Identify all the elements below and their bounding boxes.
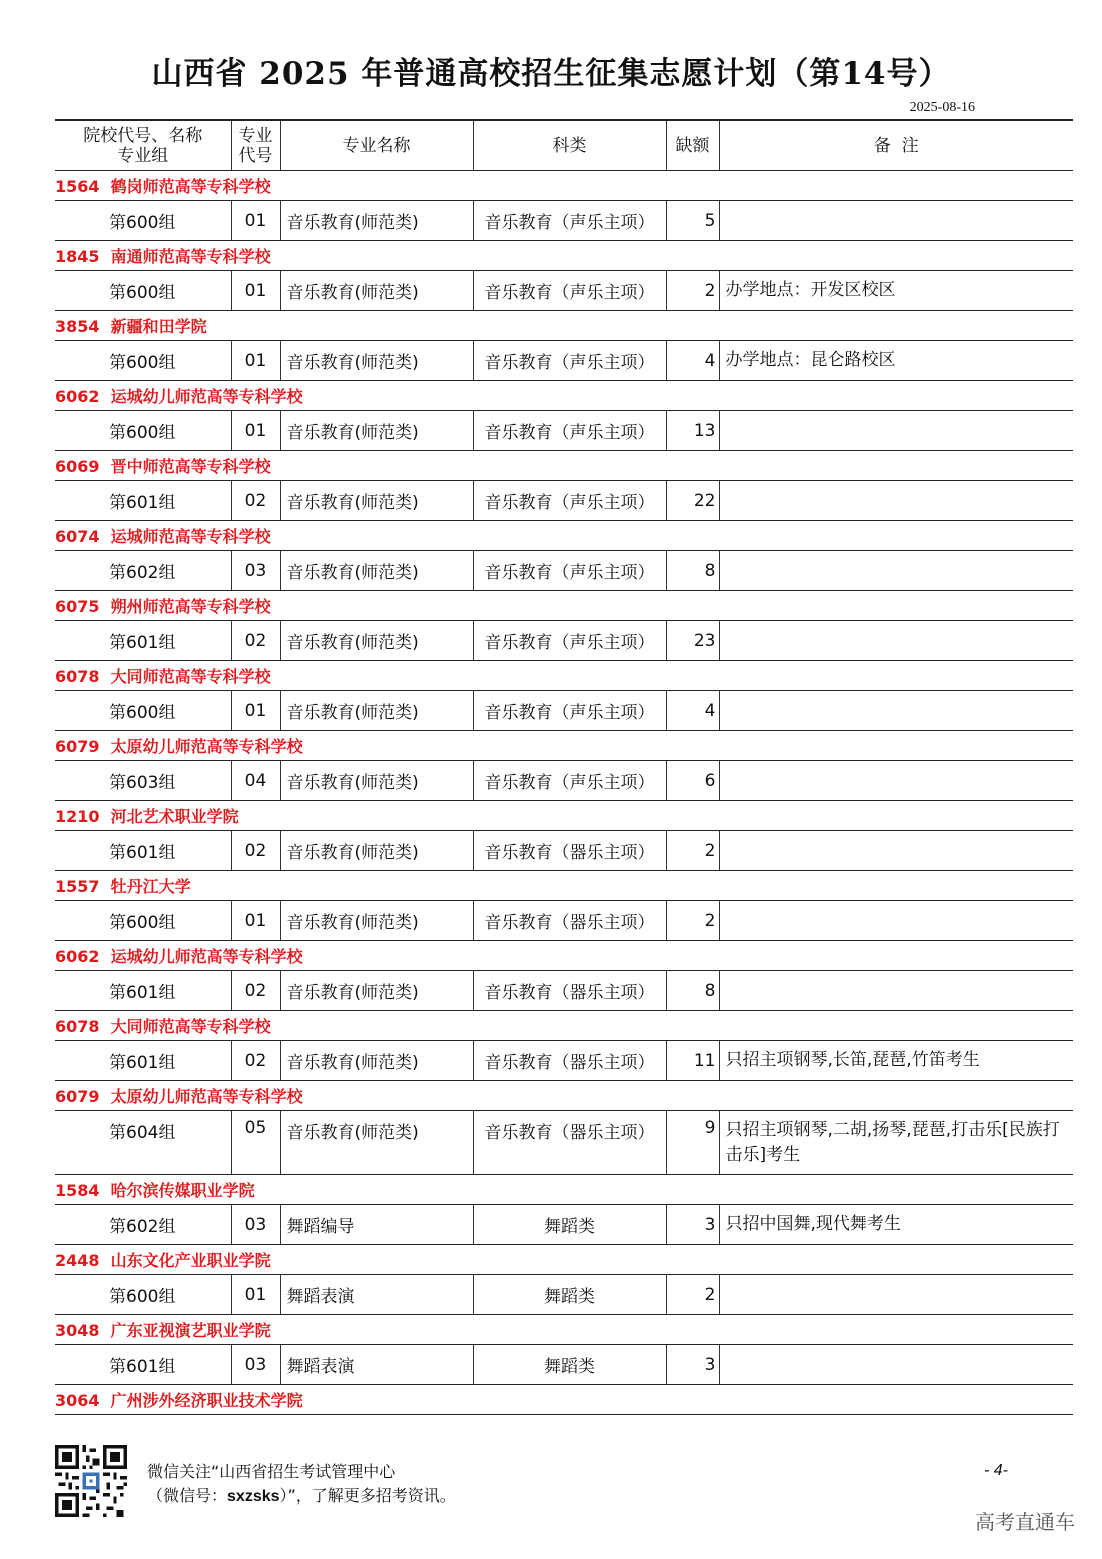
group-row [55,1275,1073,1315]
school-name: 3854 新疆和田学院 [55,311,1073,341]
header-category: 科类 [473,120,666,171]
note [719,691,1073,731]
major-code: 02 [231,621,280,661]
major-code: 03 [231,551,280,591]
school-name: 3064 广州涉外经济职业技术学院 [55,1385,1073,1415]
major-name: 音乐教育(师范类) [280,341,473,381]
quota: 4 [666,691,719,731]
quota: 11 [666,1041,719,1081]
school-name: 3048 广东亚视演艺职业学院 [55,1315,1073,1345]
major-code: 01 [231,201,280,241]
header-major: 专业名称 [280,120,473,171]
major-name: 音乐教育(师范类) [280,831,473,871]
school-row [55,941,1073,971]
school-name: 6079 太原幼儿师范高等专科学校 [55,1081,1073,1111]
school-row [55,1245,1073,1275]
note: 只招中国舞,现代舞考生 [719,1205,1073,1245]
major-code: 02 [231,481,280,521]
category: 音乐教育（声乐主项） [473,271,666,311]
quota: 5 [666,201,719,241]
note [719,831,1073,871]
footer-line-1: 微信关注“山西省招生考试管理中心 [147,1462,396,1481]
major-code: 03 [231,1345,280,1385]
major-code: 01 [231,1275,280,1315]
major-name: 舞蹈表演 [280,1275,473,1315]
note [719,411,1073,451]
qr-code-icon [55,1445,127,1517]
major-code: 03 [231,1205,280,1245]
group-row [55,1041,1073,1081]
major-name: 音乐教育(师范类) [280,691,473,731]
quota: 2 [666,271,719,311]
major-name: 音乐教育(师范类) [280,1111,473,1175]
group-name: 第602组 [55,551,231,591]
group-row [55,481,1073,521]
group-name: 第600组 [55,411,231,451]
major-code: 02 [231,1041,280,1081]
note [719,1345,1073,1385]
group-name: 第600组 [55,1275,231,1315]
group-name: 第604组 [55,1111,231,1175]
table-header [55,120,1073,171]
major-code: 02 [231,831,280,871]
group-row [55,411,1073,451]
school-name: 6062 运城幼儿师范高等专科学校 [55,381,1073,411]
category: 音乐教育（器乐主项） [473,971,666,1011]
major-name: 舞蹈编导 [280,1205,473,1245]
quota: 4 [666,341,719,381]
major-code: 01 [231,341,280,381]
major-name: 舞蹈表演 [280,1345,473,1385]
major-code: 02 [231,971,280,1011]
note: 办学地点：开发区校区 [719,271,1073,311]
note [719,201,1073,241]
school-row [55,241,1073,271]
quota: 23 [666,621,719,661]
header-school: 院校代号、名称 专业组 [55,120,231,171]
category: 音乐教育（声乐主项） [473,341,666,381]
major-name: 音乐教育(师范类) [280,201,473,241]
quota: 9 [666,1111,719,1175]
note [719,901,1073,941]
quota: 8 [666,971,719,1011]
header-quota: 缺额 [666,120,719,171]
page-title: 山西省 2025 年普通高校招生征集志愿计划（第14号） [151,56,951,92]
group-row [55,971,1073,1011]
group-name: 第603组 [55,761,231,801]
group-name: 第600组 [55,901,231,941]
school-name: 1845 南通师范高等专科学校 [55,241,1073,271]
group-name: 第600组 [55,341,231,381]
school-name: 1564 鹤岗师范高等专科学校 [55,171,1073,201]
school-row [55,1175,1073,1205]
school-name: 6079 太原幼儿师范高等专科学校 [55,731,1073,761]
school-name: 1557 牡丹江大学 [55,871,1073,901]
note [719,971,1073,1011]
group-row [55,1205,1073,1245]
school-row [55,171,1073,201]
category: 音乐教育（声乐主项） [473,481,666,521]
school-name: 6078 大同师范高等专科学校 [55,661,1073,691]
school-name: 6062 运城幼儿师范高等专科学校 [55,941,1073,971]
category: 音乐教育（声乐主项） [473,411,666,451]
category: 音乐教育（器乐主项） [473,831,666,871]
category: 音乐教育（器乐主项） [473,1041,666,1081]
group-row [55,691,1073,731]
quota: 6 [666,761,719,801]
quota: 3 [666,1205,719,1245]
group-name: 第601组 [55,621,231,661]
quota: 13 [666,411,719,451]
group-row [55,761,1073,801]
group-name: 第601组 [55,971,231,1011]
major-name: 音乐教育(师范类) [280,621,473,661]
group-row [55,271,1073,311]
major-name: 音乐教育(师范类) [280,411,473,451]
school-row [55,451,1073,481]
category: 音乐教育（声乐主项） [473,551,666,591]
major-name: 音乐教育(师范类) [280,761,473,801]
group-row [55,1111,1073,1175]
header-code: 专业 代号 [231,120,280,171]
publish-date: 2025-08-16 [909,100,975,115]
school-name: 6078 大同师范高等专科学校 [55,1011,1073,1041]
table-body [55,171,1073,1385]
note [719,1275,1073,1315]
group-row [55,341,1073,381]
school-name: 6075 朔州师范高等专科学校 [55,591,1073,621]
category: 音乐教育（器乐主项） [473,901,666,941]
group-name: 第600组 [55,271,231,311]
note [719,621,1073,661]
enrollment-plan-table [55,119,1073,1415]
group-name: 第600组 [55,691,231,731]
school-row [55,1011,1073,1041]
school-row [55,731,1073,761]
major-code: 05 [231,1111,280,1175]
group-name: 第601组 [55,831,231,871]
footer-notice [147,1460,456,1509]
note: 只招主项钢琴,二胡,扬琴,琵琶,打击乐[民族打击乐]考生 [719,1111,1073,1175]
quota: 3 [666,1345,719,1385]
school-row [55,381,1073,411]
school-row [55,801,1073,831]
category: 音乐教育（器乐主项） [473,1111,666,1175]
note: 办学地点：昆仑路校区 [719,341,1073,381]
major-name: 音乐教育(师范类) [280,971,473,1011]
group-row [55,901,1073,941]
group-row [55,551,1073,591]
school-row [55,1081,1073,1111]
category: 音乐教育（声乐主项） [473,761,666,801]
school-row [55,311,1073,341]
page-number: - 4- [984,1462,1008,1479]
group-row [55,1345,1073,1385]
note [719,551,1073,591]
major-code: 01 [231,901,280,941]
category: 音乐教育（声乐主项） [473,201,666,241]
group-row [55,831,1073,871]
group-row [55,201,1073,241]
major-code: 04 [231,761,280,801]
school-row [55,1315,1073,1345]
school-row [55,661,1073,691]
watermark: 高考直通车 [975,1510,1075,1534]
group-row [55,621,1073,661]
quota: 22 [666,481,719,521]
major-name: 音乐教育(师范类) [280,271,473,311]
major-name: 音乐教育(师范类) [280,1041,473,1081]
school-name: 2448 山东文化产业职业学院 [55,1245,1073,1275]
category: 舞蹈类 [473,1275,666,1315]
group-name: 第601组 [55,1345,231,1385]
school-name: 1584 哈尔滨传媒职业学院 [55,1175,1073,1205]
school-row [55,591,1073,621]
note [719,761,1073,801]
group-name: 第601组 [55,1041,231,1081]
category: 舞蹈类 [473,1205,666,1245]
quota: 2 [666,1275,719,1315]
major-code: 01 [231,411,280,451]
major-code: 01 [231,271,280,311]
note [719,481,1073,521]
header-note: 备 注 [719,120,1073,171]
group-name: 第602组 [55,1205,231,1245]
note: 只招主项钢琴,长笛,琵琶,竹笛考生 [719,1041,1073,1081]
quota: 8 [666,551,719,591]
wechat-id: sxzsks [227,1488,280,1505]
school-row [55,521,1073,551]
major-name: 音乐教育(师范类) [280,481,473,521]
group-name: 第601组 [55,481,231,521]
school-name: 6069 晋中师范高等专科学校 [55,451,1073,481]
major-name: 音乐教育(师范类) [280,901,473,941]
category: 舞蹈类 [473,1345,666,1385]
quota: 2 [666,901,719,941]
category: 音乐教育（声乐主项） [473,621,666,661]
group-name: 第600组 [55,201,231,241]
school-name: 6074 运城师范高等专科学校 [55,521,1073,551]
footer-line-2: （微信号：sxzsks）”，了解更多招考资讯。 [147,1486,456,1505]
major-code: 01 [231,691,280,731]
major-name: 音乐教育(师范类) [280,551,473,591]
school-name: 1210 河北艺术职业学院 [55,801,1073,831]
category: 音乐教育（声乐主项） [473,691,666,731]
quota: 2 [666,831,719,871]
school-row [55,871,1073,901]
school-row [55,1385,1073,1415]
